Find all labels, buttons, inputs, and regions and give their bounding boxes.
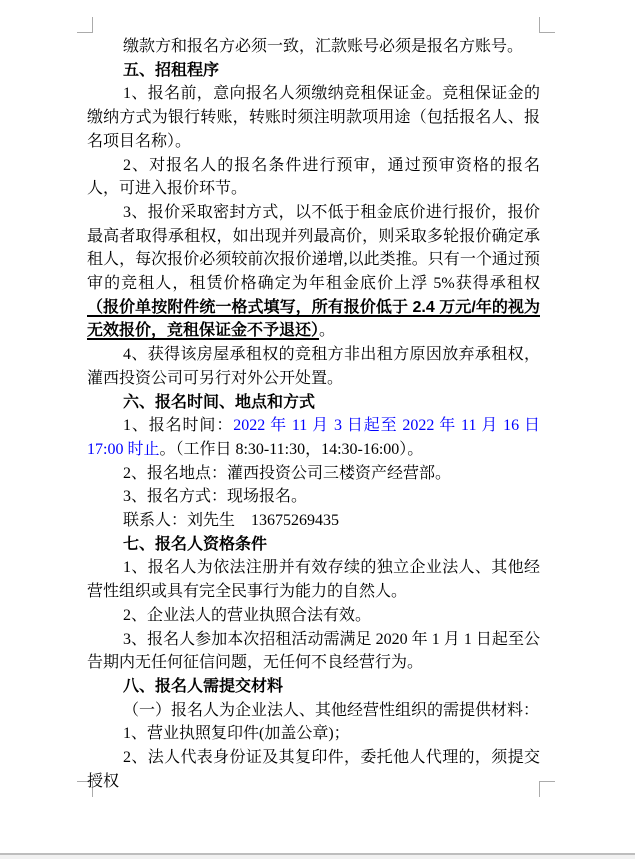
text-run: 五、招租程序 (123, 61, 220, 79)
paragraph (87, 722, 540, 746)
section-heading (87, 533, 540, 557)
text-run: 1、报名人为依法注册并有效存续的独立企业法人、其他经营性组织或具有完全民事行为能力的自然人。 (87, 559, 540, 601)
text-run: 2、对报名人的报名条件进行预审，通过预审资格的报名人，可进入报价环节。 (87, 156, 540, 198)
text-run: 七、报名人资格条件 (123, 535, 268, 553)
text-run: 3、报名人参加本次招租活动需满足 2020 年 1 月 1 日起至公告期内无任何征信问题，无任何不良经营行为。 (87, 630, 540, 672)
paragraph (87, 746, 540, 793)
paragraph (87, 154, 540, 201)
text-run: 2、企业法人的营业执照合法有效。 (123, 606, 372, 624)
paragraph (87, 343, 540, 390)
text-run: 1、报名前，意向报名人须缴纳竞租保证金。竞租保证金的缴纳方式为银行转账，转账时须注明款项用途（包括报名人、报名项目名称）。 (87, 85, 540, 150)
paragraph (87, 35, 540, 59)
paragraph (87, 509, 540, 533)
section-heading (87, 391, 540, 415)
text-boundary-mark-top-right (539, 17, 555, 33)
paragraph (87, 628, 540, 675)
paragraph (87, 201, 540, 343)
paragraph (87, 82, 540, 153)
section-heading (87, 59, 540, 83)
text-run: 。 (319, 322, 336, 340)
text-run: 六、报名时间、地点和方式 (123, 393, 316, 411)
date-range-text: 2022 年 11 月 3 日起至 2022 年 11 月 16 日 17:00 时止 (87, 417, 540, 458)
document-text-area (87, 35, 540, 794)
paragraph (87, 462, 540, 486)
text-boundary-mark-top-left (77, 17, 93, 33)
paragraph (87, 604, 540, 628)
text-run: 。（工作日 8:30-11:30，14:30-16:00）。 (159, 440, 424, 458)
text-run: 3、报价采取密封方式，以不低于租金底价进行报价，报价最高者取得承租权，如出现并列最高价，则采取多轮报价确定承租人，每次报价必须较前次报价递增,以此类推。只有一个通过预审的竞租人，租赁价格确定为年租金底价上浮 5%获得承租权 (87, 203, 540, 293)
text-run: （一）报名人为企业法人、其他经营性组织的需提供材料： (123, 701, 540, 719)
text-run: 2、法人代表身份证及其复印件，委托他人代理的，须提交授权 (87, 749, 540, 790)
text-run: 八、报名人需提交材料 (123, 677, 284, 695)
text-run: 4、获得该房屋承租权的竞租方非出租方原因放弃承租权，灌西投资公司可另行对外公开处置。 (87, 346, 540, 387)
text-run: 3、报名方式：现场报名。 (123, 488, 308, 506)
paragraph (87, 414, 540, 461)
paragraph (87, 556, 540, 603)
paragraph (87, 699, 540, 723)
text-run: 2、报名地点：灌西投资公司三楼资产经营部。 (123, 464, 452, 482)
text-run: 1、报名时间： (123, 417, 234, 435)
text-run: 缴款方和报名方必须一致，汇款账号必须是报名方账号。 (123, 38, 524, 55)
section-heading (87, 675, 540, 699)
text-boundary-mark-bottom-right (539, 781, 555, 797)
text-run: 1、营业执照复印件(加盖公章)； (123, 725, 350, 743)
app-background (0, 855, 635, 859)
emphasized-clause-text: （报价单按附件统一格式填写，所有报价低于 2.4 万元/年的视为无效报价，竞租保证金不予退还） (87, 298, 540, 340)
paragraph (87, 485, 540, 509)
text-run: 联系人：刘先生 13675269435 (123, 512, 340, 530)
